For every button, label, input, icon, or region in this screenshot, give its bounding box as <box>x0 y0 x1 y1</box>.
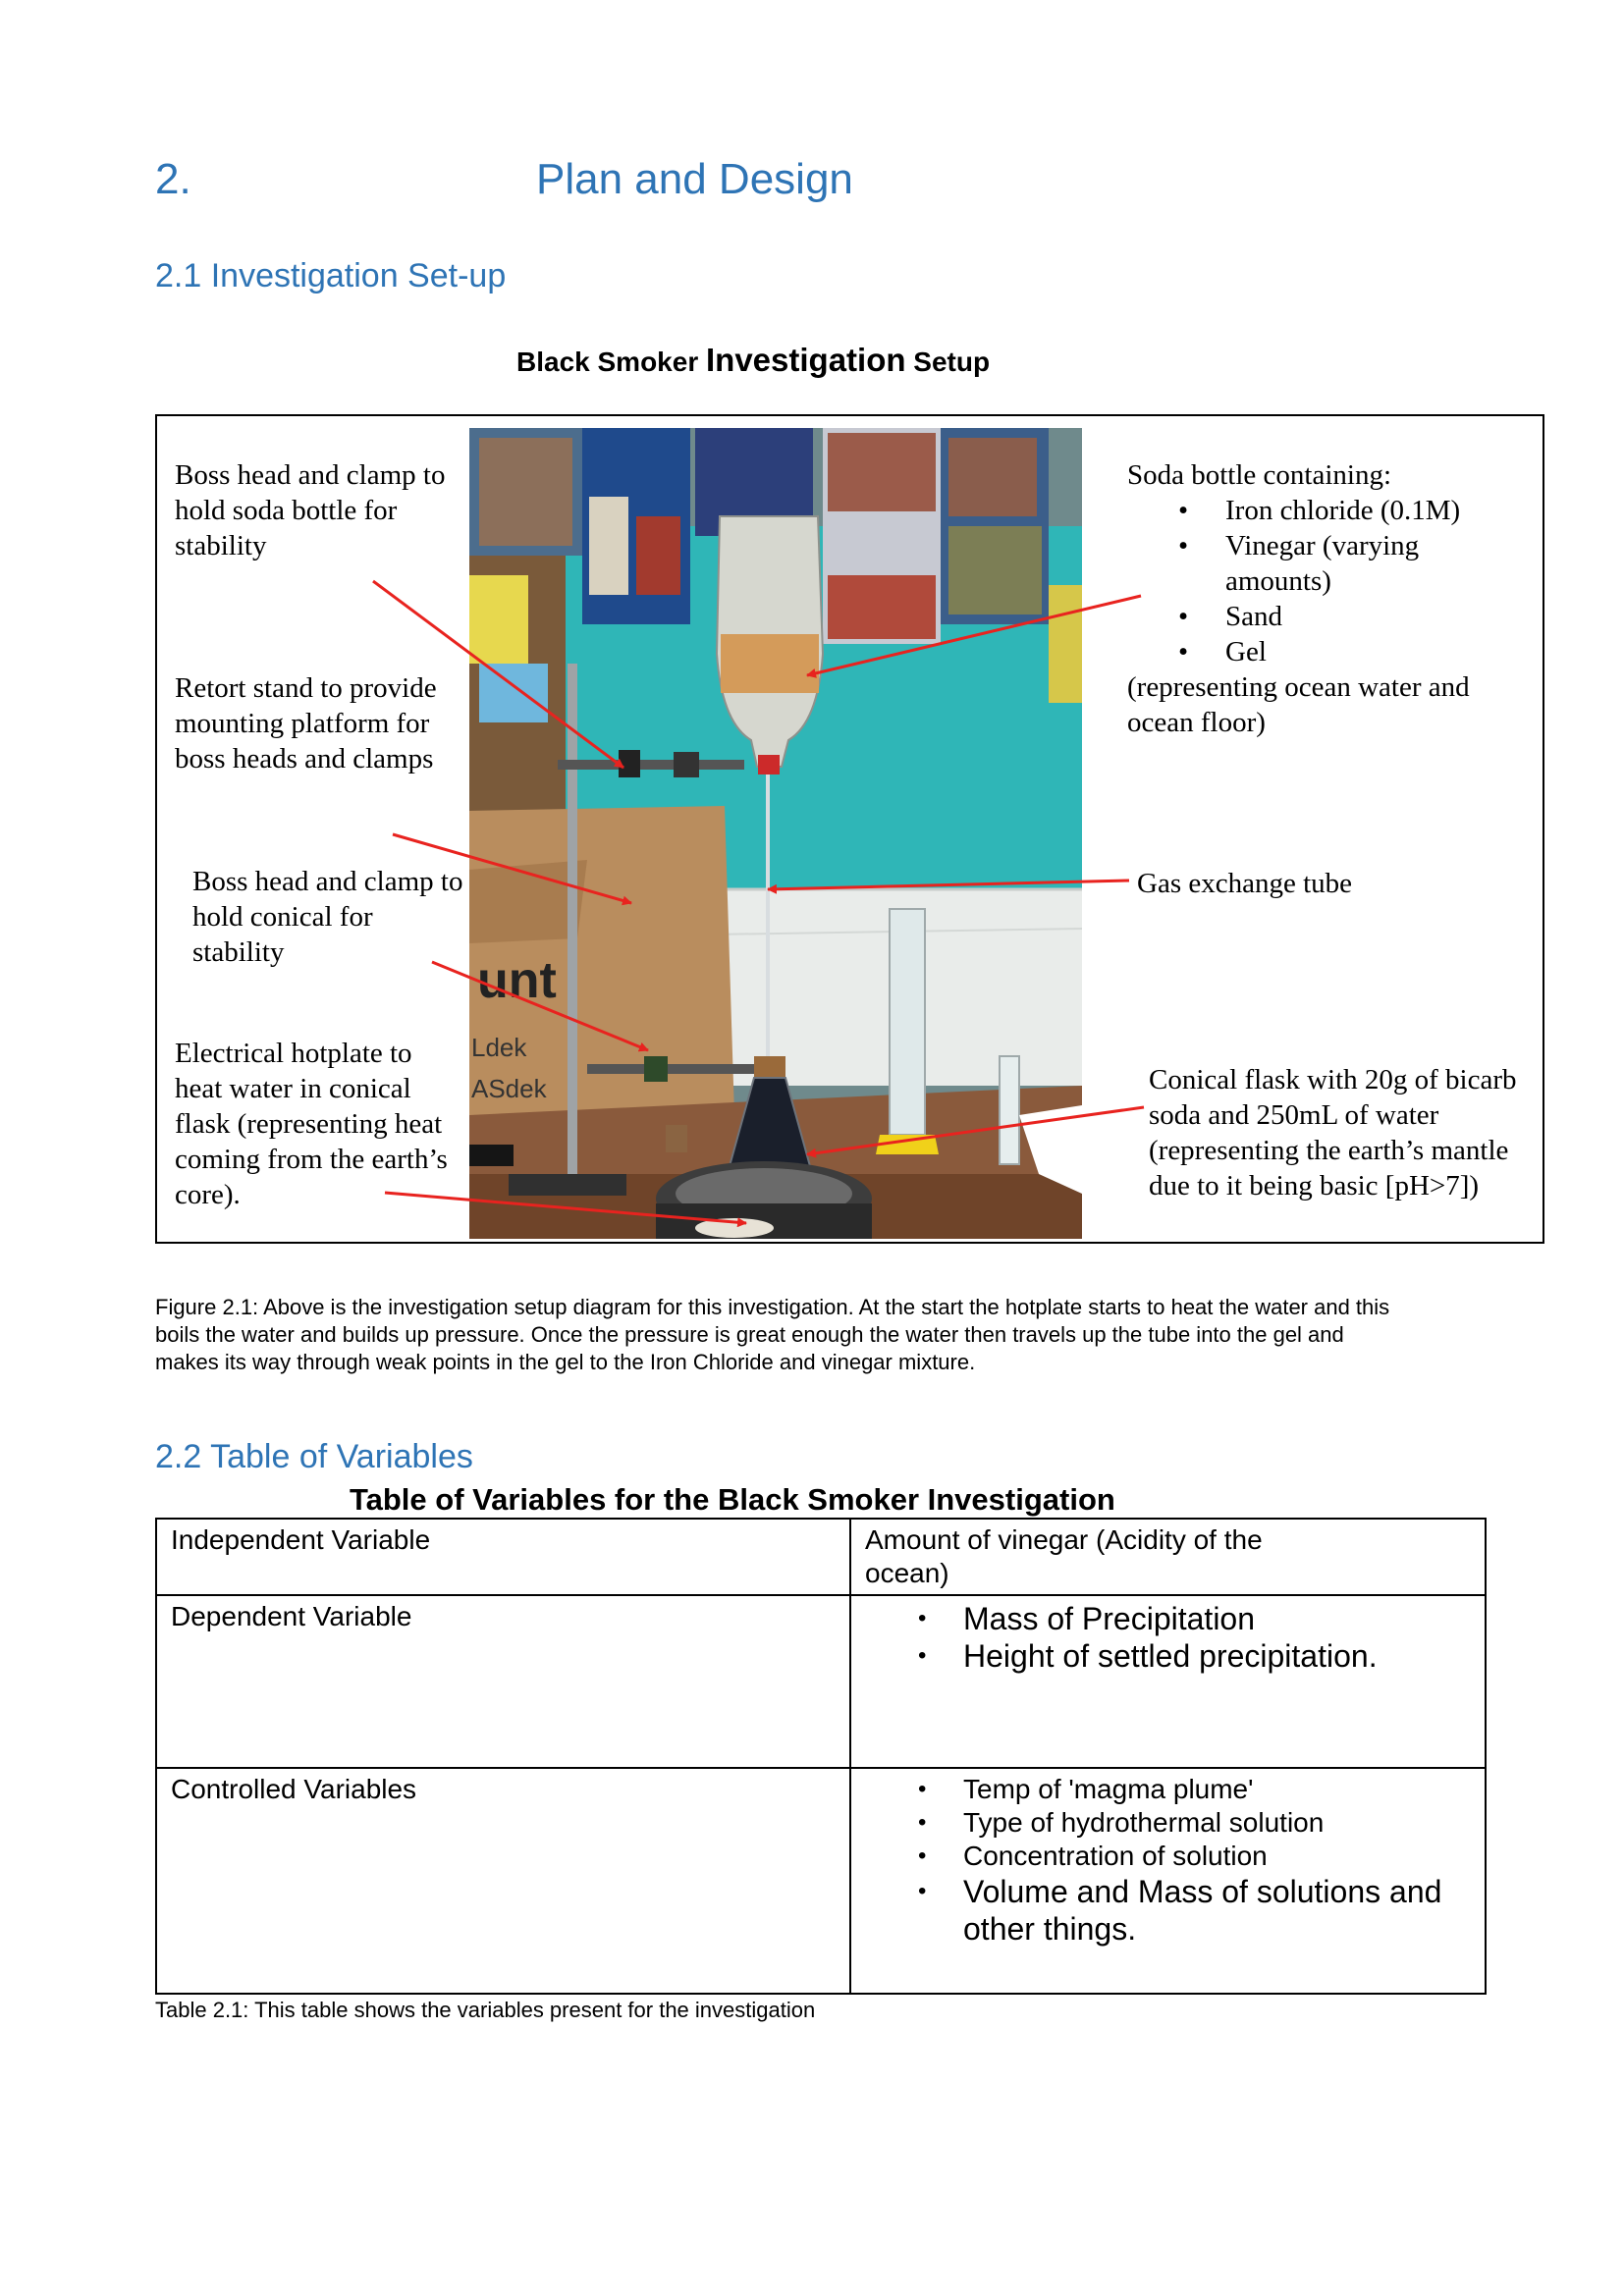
table-row <box>156 1595 1486 1768</box>
table-cell-value <box>850 1519 1486 1595</box>
arrow <box>807 596 1141 675</box>
table-cell-value <box>850 1595 1486 1768</box>
box-print-text: unt <box>477 952 557 1009</box>
independent-variable-value: Amount of vinegar (Acidity of the ocean) <box>865 1524 1263 1588</box>
table-title: Table of Variables for the Black Smoker Investigation <box>350 1482 1115 1517</box>
arrow <box>393 834 631 903</box>
label-gas-tube: Gas exchange tube <box>1137 868 1353 899</box>
subsection-heading-setup: 2.1 Investigation Set-up <box>155 257 507 294</box>
arrow <box>373 581 623 768</box>
label-conical-flask: Conical flask with 20g of bicarb soda and 250mL of water (representing the earth’s mantle due to it being basic [pH>7]) <box>1149 1064 1517 1201</box>
soda-bottle-note: (representing ocean water and ocean floor) <box>1127 671 1470 738</box>
table-caption: Table 2.1: This table shows the variables present for the investigation <box>155 1998 816 2022</box>
box-print-text: Ldek <box>471 1033 527 1062</box>
arrow <box>385 1193 746 1223</box>
list-item: • Gel <box>1225 634 1520 669</box>
list-item: • Sand <box>1225 599 1520 634</box>
list-item: • Concentration of solution <box>963 1840 1471 1873</box>
list-item: • Type of hydrothermal solution <box>963 1806 1471 1840</box>
table-cell-label: Controlled Variables <box>156 1768 850 1994</box>
section-number: 2. <box>155 155 191 203</box>
table-cell-label: Dependent Variable <box>156 1595 850 1768</box>
variables-table <box>155 1518 1487 1995</box>
list-item: • Iron chloride (0.1M) <box>1225 493 1520 528</box>
label-hotplate: Electrical hotplate to heat water in conical flask (representing heat coming from the earth’s core). <box>175 1038 448 1210</box>
controlled-variable-list <box>865 1773 1471 1948</box>
dependent-variable-list <box>865 1600 1471 1675</box>
variables-table-wrapper <box>155 1518 1487 1995</box>
figure-title-part: Investigation <box>706 342 906 378</box>
arrow <box>768 881 1129 889</box>
arrow <box>807 1107 1144 1154</box>
label-boss-head-conical: Boss head and clamp to hold conical for stability <box>192 866 463 968</box>
list-item: • Temp of 'magma plume' <box>963 1773 1471 1806</box>
section-title: Plan and Design <box>536 155 853 203</box>
list-item: • Height of settled precipitation. <box>963 1637 1471 1675</box>
table-cell-value <box>850 1768 1486 1994</box>
soda-bottle-heading: Soda bottle containing: <box>1127 459 1392 491</box>
figure-title-part: Setup <box>905 347 991 377</box>
label-retort-stand: Retort stand to provide mounting platform for boss heads and clamps <box>175 672 437 774</box>
subsection-heading-variables: 2.2 Table of Variables <box>155 1438 473 1475</box>
list-item: • Volume and Mass of solutions and other things. <box>963 1873 1471 1948</box>
table-row <box>156 1519 1486 1595</box>
box-print-text: ASdek <box>471 1074 547 1103</box>
figure-title-part: Black Smoker <box>516 347 706 377</box>
table-cell-label: Independent Variable <box>156 1519 850 1595</box>
table-row <box>156 1768 1486 1994</box>
list-item: • Vinegar (varying amounts) <box>1225 528 1451 599</box>
figure-caption: Figure 2.1: Above is the investigation setup diagram for this investigation. At the start the hotplate starts to heat the water and this boils the water and builds up pressure. Once the pressure is great enough the water then travels up the tube into the gel and makes its way through weak points in the gel to the Iron Chloride and vinegar mixture. <box>155 1295 1390 1374</box>
list-item: • Mass of Precipitation <box>963 1600 1471 1637</box>
label-boss-head-soda: Boss head and clamp to hold soda bottle for stability <box>175 459 446 561</box>
arrow <box>432 962 648 1050</box>
